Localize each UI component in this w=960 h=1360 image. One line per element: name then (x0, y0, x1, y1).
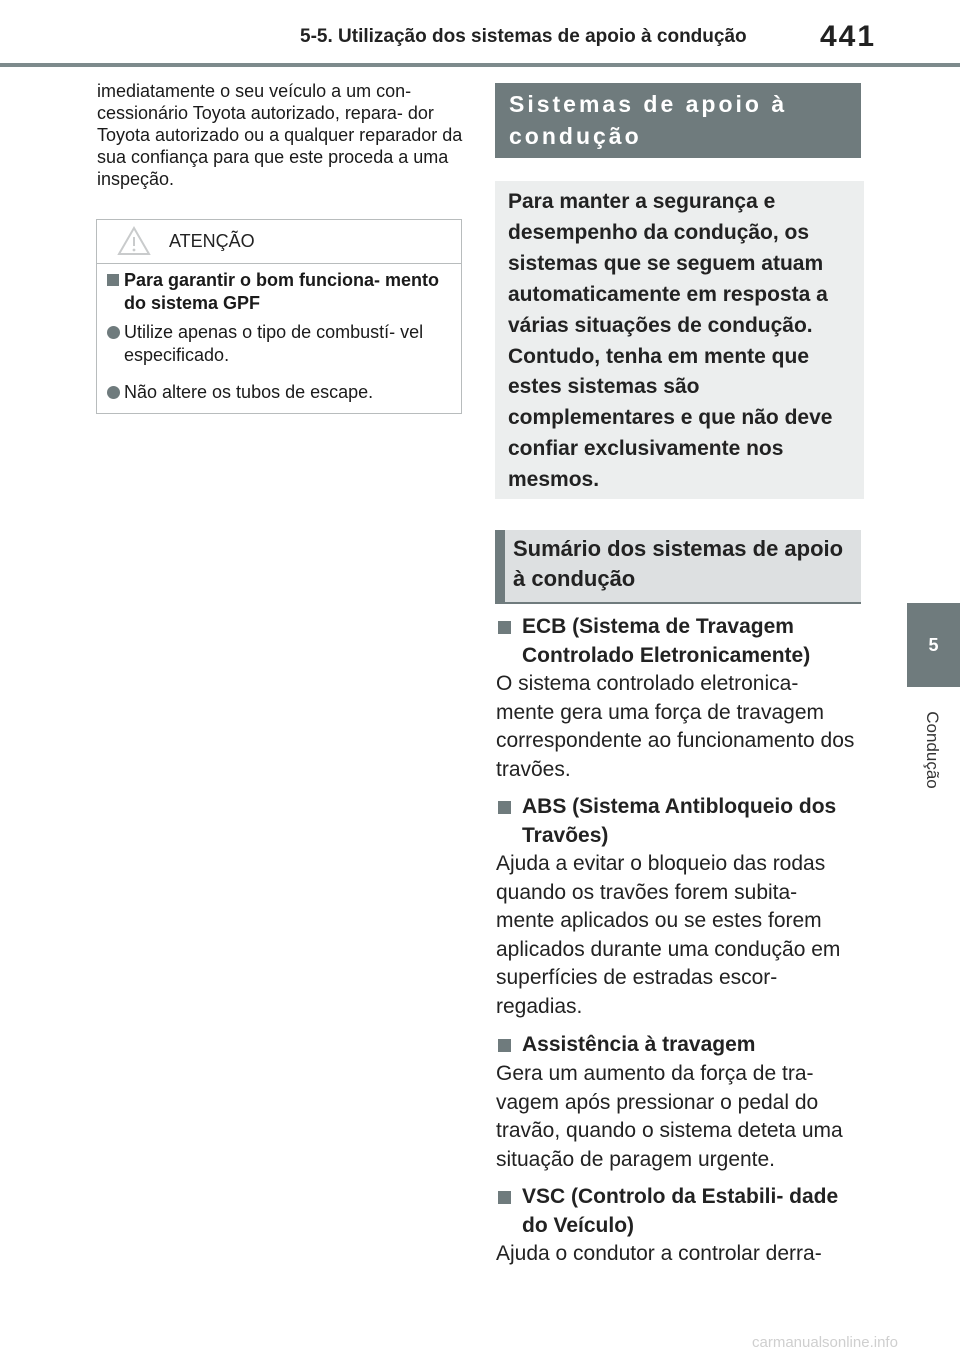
square-bullet-icon (498, 1039, 511, 1052)
system-title-text: ECB (Sistema de Travagem Controlado Eletronicamente) (522, 615, 811, 667)
section-title: 5-5. Utilização dos sistemas de apoio à condução (300, 26, 747, 47)
system-desc-ecb: O sistema controlado eletronica- mente gera uma força de travagem correspondente ao funcionamento dos travões. (496, 672, 855, 781)
warning-triangle-icon (117, 226, 151, 256)
square-bullet-icon (498, 1191, 511, 1204)
intro-paragraph: imediatamente o seu veículo a um con- cessionário Toyota autorizado, repara- dor Toyota autorizado ou a qualquer reparador da sua confiança para que este proceda a uma inspeção. (97, 81, 463, 189)
system-title-text: Assistência à travagem (522, 1033, 756, 1056)
system-title-vsc (496, 1183, 856, 1240)
warning-subheading-text: Para garantir o bom funciona- mento do sistema GPF (124, 270, 440, 313)
warning-bullet-text: Não altere os tubos de escape. (124, 382, 374, 402)
header-rule (0, 63, 960, 67)
system-desc-vsc: Ajuda o condutor a controlar derra- (496, 1242, 822, 1265)
system-title-text: VSC (Controlo da Estabili- dade do Veículo) (522, 1185, 839, 1237)
warning-bullet (107, 381, 452, 404)
system-title-brake-assist (496, 1031, 856, 1060)
watermark: carmanualsonline.info (752, 1334, 898, 1351)
square-bullet-icon (498, 801, 511, 814)
page-number: 441 (820, 20, 877, 53)
warning-title: ATENÇÃO (169, 231, 255, 251)
note-box: Para manter a segurança e desempenho da condução, os sistemas que se seguem atuam automaticamente em resposta a várias situações de condução. Contudo, tenha em mente que estes sistemas são complementares e que não deve confiar exclusivamente nos mesmos. (495, 181, 864, 499)
warning-header (97, 220, 461, 264)
system-title-text: ABS (Sistema Antibloqueio dos Travões) (522, 795, 837, 847)
chapter-tab-label: Condução (923, 711, 942, 789)
chapter-tab-number[interactable]: 5 (907, 603, 960, 687)
section-banner: Sistemas de apoio à condução (495, 83, 861, 158)
system-title-abs (496, 793, 856, 850)
warning-subheading (107, 269, 452, 315)
warning-bullet (107, 321, 452, 367)
warning-bullet-text: Utilize apenas o tipo de combustí- vel especificado. (124, 322, 424, 365)
square-bullet-icon (498, 621, 511, 634)
circle-bullet-icon (107, 386, 120, 399)
square-bullet-icon (107, 274, 119, 286)
summary-heading: Sumário dos sistemas de apoio à condução (495, 530, 861, 604)
system-desc-brake-assist: Gera um aumento da força de tra- vagem após pressionar o pedal do travão, quando o sistema deteta uma situação de paragem urgente. (496, 1062, 843, 1171)
system-title-ecb (496, 613, 856, 670)
warning-box (96, 219, 462, 414)
system-desc-abs: Ajuda a evitar o bloqueio das rodas quando os travões forem subita- mente aplicados ou se estes forem aplicados durante uma condução em superfícies de estradas escor- regadias. (496, 852, 841, 1018)
circle-bullet-icon (107, 326, 120, 339)
